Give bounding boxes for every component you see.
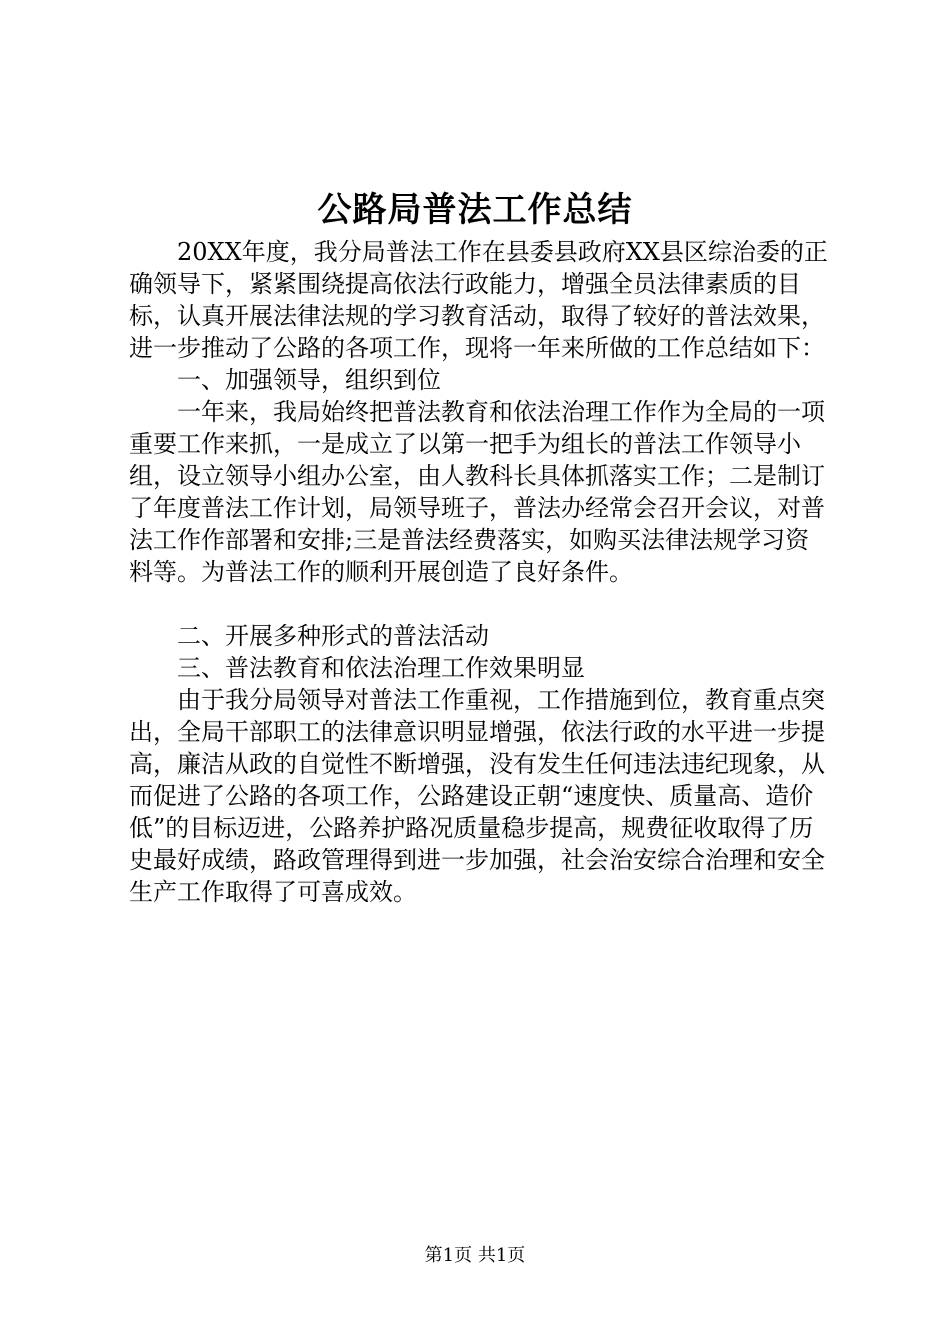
paragraph-gap [129, 588, 829, 620]
intro-paragraph: 20XX年度，我分局普法工作在县委县政府XX县区综治委的正确领导下，紧紧围绕提高依法行政能力，增强全员法律素质的目标，认真开展法律法规的学习教育活动，取得了较好的普法效果，进一步推动了公路的各项工作，现将一年来所做的工作总结如下： [129, 238, 828, 362]
page-number-footer: 第1页 共1页 [424, 1245, 526, 1266]
document-body [129, 236, 829, 908]
section-heading-1: 一、加强领导，组织到位 [177, 366, 441, 394]
document-title: 公路局普法工作总结 [317, 190, 633, 230]
section-body-1: 一年来，我局始终把普法教育和依法治理工作作为全局的一项重要工作来抓，一是成立了以第一把手为组长的普法工作领导小组，设立领导小组办公室，由人教科长具体抓落实工作；二是制订了年度普法工作计划，局领导班子，普法办经常会召开会议，对普法工作作部署和安排;三是普法经费落实，如购买法律法规学习资料等。为普法工作的顺利开展创造了良好条件。 [129, 398, 825, 586]
section-body-3: 由于我分局领导对普法工作重视，工作措施到位，教育重点突出，全局干部职工的法律意识明显增强，依法行政的水平进一步提高，廉洁从政的自觉性不断增强，没有发生任何违法违纪现象，从而促进了公路的各项工作，公路建设正朝“速度快、质量高、造价低”的目标迈进，公路养护路况质量稳步提高，规费征收取得了历史最好成绩，路政管理得到进一步加强，社会治安综合治理和安全生产工作取得了可喜成效。 [129, 686, 825, 906]
section-heading-2: 二、开展多种形式的普法活动 [177, 622, 489, 650]
section-heading-3: 三、普法教育和依法治理工作效果明显 [177, 654, 585, 682]
